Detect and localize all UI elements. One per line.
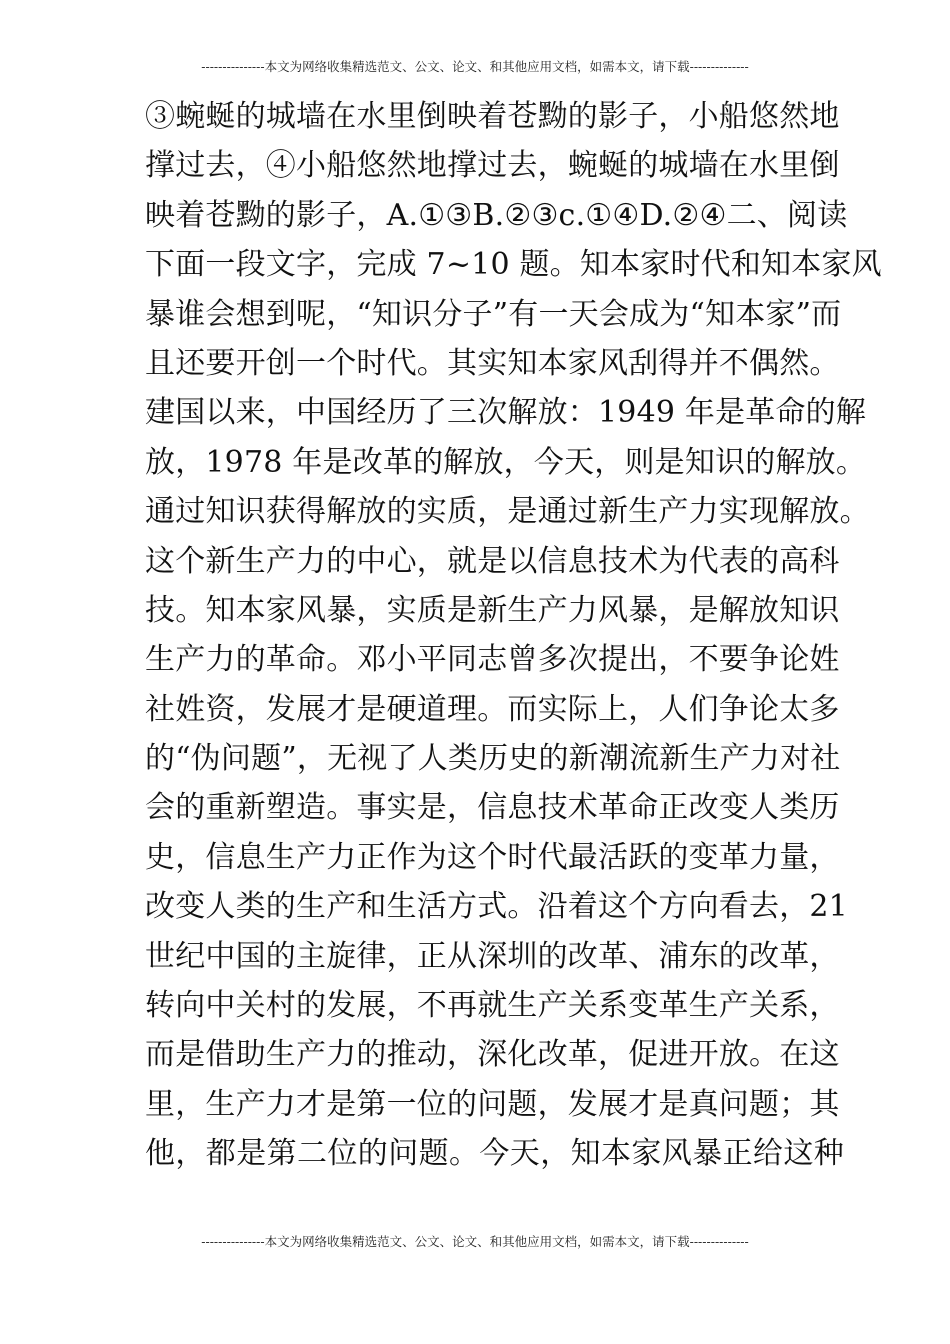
- body-line-11: 技。知本家风暴，实质是新生产力风暴，是解放知识: [145, 592, 840, 628]
- body-line-7: 建国以来，中国经历了三次解放：1949 年是革命的解: [145, 395, 867, 431]
- body-line-19: 转向中关村的发展，不再就生产关系变革生产关系，: [145, 988, 840, 1024]
- body-line-6: 且还要开创一个时代。其实知本家风刮得并不偶然。: [145, 345, 840, 381]
- body-line-5: 暴谁会想到呢，“知识分子”有一天会成为“知本家”而: [145, 296, 842, 332]
- body-line-8: 放，1978 年是改革的解放，今天，则是知识的解放。: [145, 444, 867, 480]
- body-line-2: 撑过去，④小船悠然地撑过去，蜿蜒的城墙在水里倒: [145, 148, 840, 184]
- body-line-14: 的“伪问题”，无视了人类历史的新潮流新生产力对社: [145, 741, 841, 777]
- body-line-17: 改变人类的生产和生活方式。沿着这个方向看去，21: [145, 889, 848, 925]
- body-line-13: 社姓资，发展才是硬道理。而实际上，人们争论太多: [145, 691, 840, 727]
- footer-banner: ---------------本文为网络收集精选范文、公文、论文、和其他应用文档，如需本文，请下载--------------: [201, 1234, 749, 1249]
- body-line-18: 世纪中国的主旋律，正从深圳的改革、浦东的改革，: [145, 938, 840, 974]
- body-line-20: 而是借助生产力的推动，深化改革，促进开放。在这: [145, 1037, 840, 1073]
- document-body: [145, 92, 882, 1179]
- body-line-12: 生产力的革命。邓小平同志曾多次提出，不要争论姓: [145, 642, 840, 678]
- body-line-10: 这个新生产力的中心，就是以信息技术为代表的高科: [145, 543, 840, 579]
- body-line-1: ③蜿蜒的城墙在水里倒映着苍黝的影子，小船悠然地: [145, 99, 840, 134]
- body-line-22: 他，都是第二位的问题。今天，知本家风暴正给这种: [145, 1136, 845, 1172]
- body-line-4: 下面一段文字，完成 7~10 题。知本家时代和知本家风: [145, 247, 882, 283]
- header-banner: ---------------本文为网络收集精选范文、公文、论文、和其他应用文档，如需本文，请下载--------------: [201, 59, 749, 74]
- body-line-21: 里，生产力才是第一位的问题，发展才是真问题；其: [145, 1086, 840, 1122]
- body-line-15: 会的重新塑造。事实是，信息技术革命正改变人类历: [145, 790, 840, 826]
- body-line-3: 映着苍黝的影子，A.①③B.②③c.①④D.②④二、阅读: [145, 197, 848, 233]
- body-line-16: 史，信息生产力正作为这个时代最活跃的变革力量，: [145, 839, 840, 875]
- body-line-9: 通过知识获得解放的实质，是通过新生产力实现解放。: [145, 494, 870, 530]
